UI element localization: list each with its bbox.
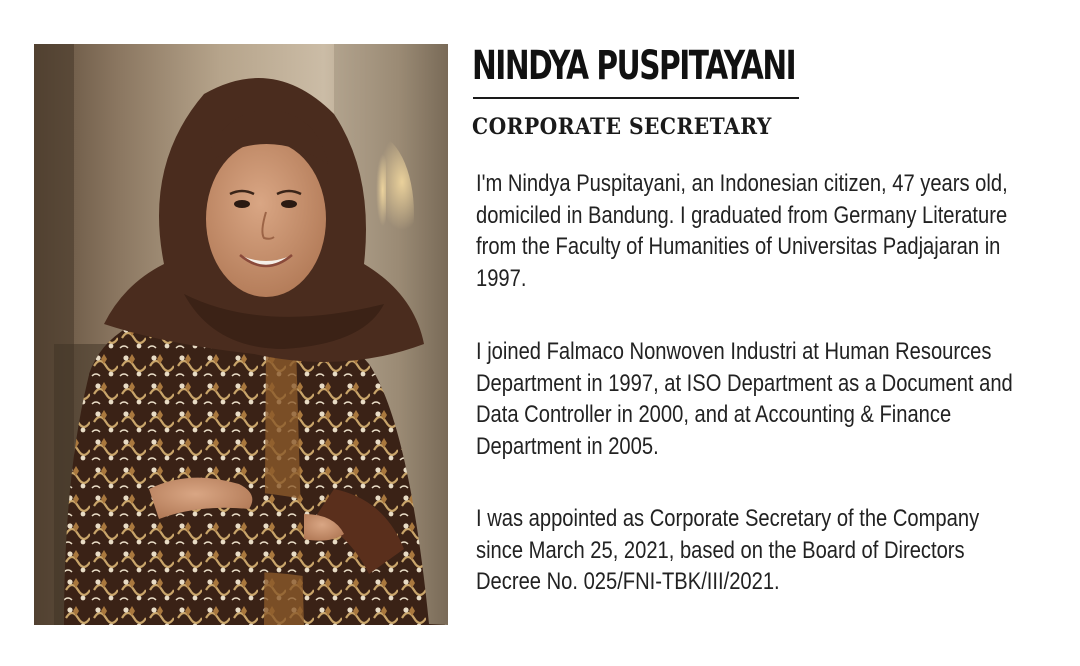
bio-paragraph-1: I'm Nindya Puspitayani, an Indonesian citizen, 47 years old, domiciled in Bandung. I graduated from Germany Literature from the Faculty of Humanities of Universitas Padjajaran in 1997. bbox=[476, 170, 1008, 292]
portrait-illustration bbox=[34, 44, 448, 625]
title-divider bbox=[473, 97, 799, 99]
bio-paragraph-3: I was appointed as Corporate Secretary of the Company since March 25, 2021, based on the Board of Directors Decree No. 025/FNI-TBK/III/2021. bbox=[476, 505, 980, 595]
portrait-photo bbox=[34, 44, 448, 625]
person-name: NINDYA PUSPITAYANI bbox=[472, 43, 796, 89]
person-role: CORPORATE SECRETARY bbox=[472, 114, 772, 140]
bio-paragraph-2: I joined Falmaco Nonwoven Industri at Human Resources Department in 1997, at ISO Department as a Document and Data Controller in 2000, and at Accounting & Finance Department in 2005. bbox=[476, 338, 1013, 460]
